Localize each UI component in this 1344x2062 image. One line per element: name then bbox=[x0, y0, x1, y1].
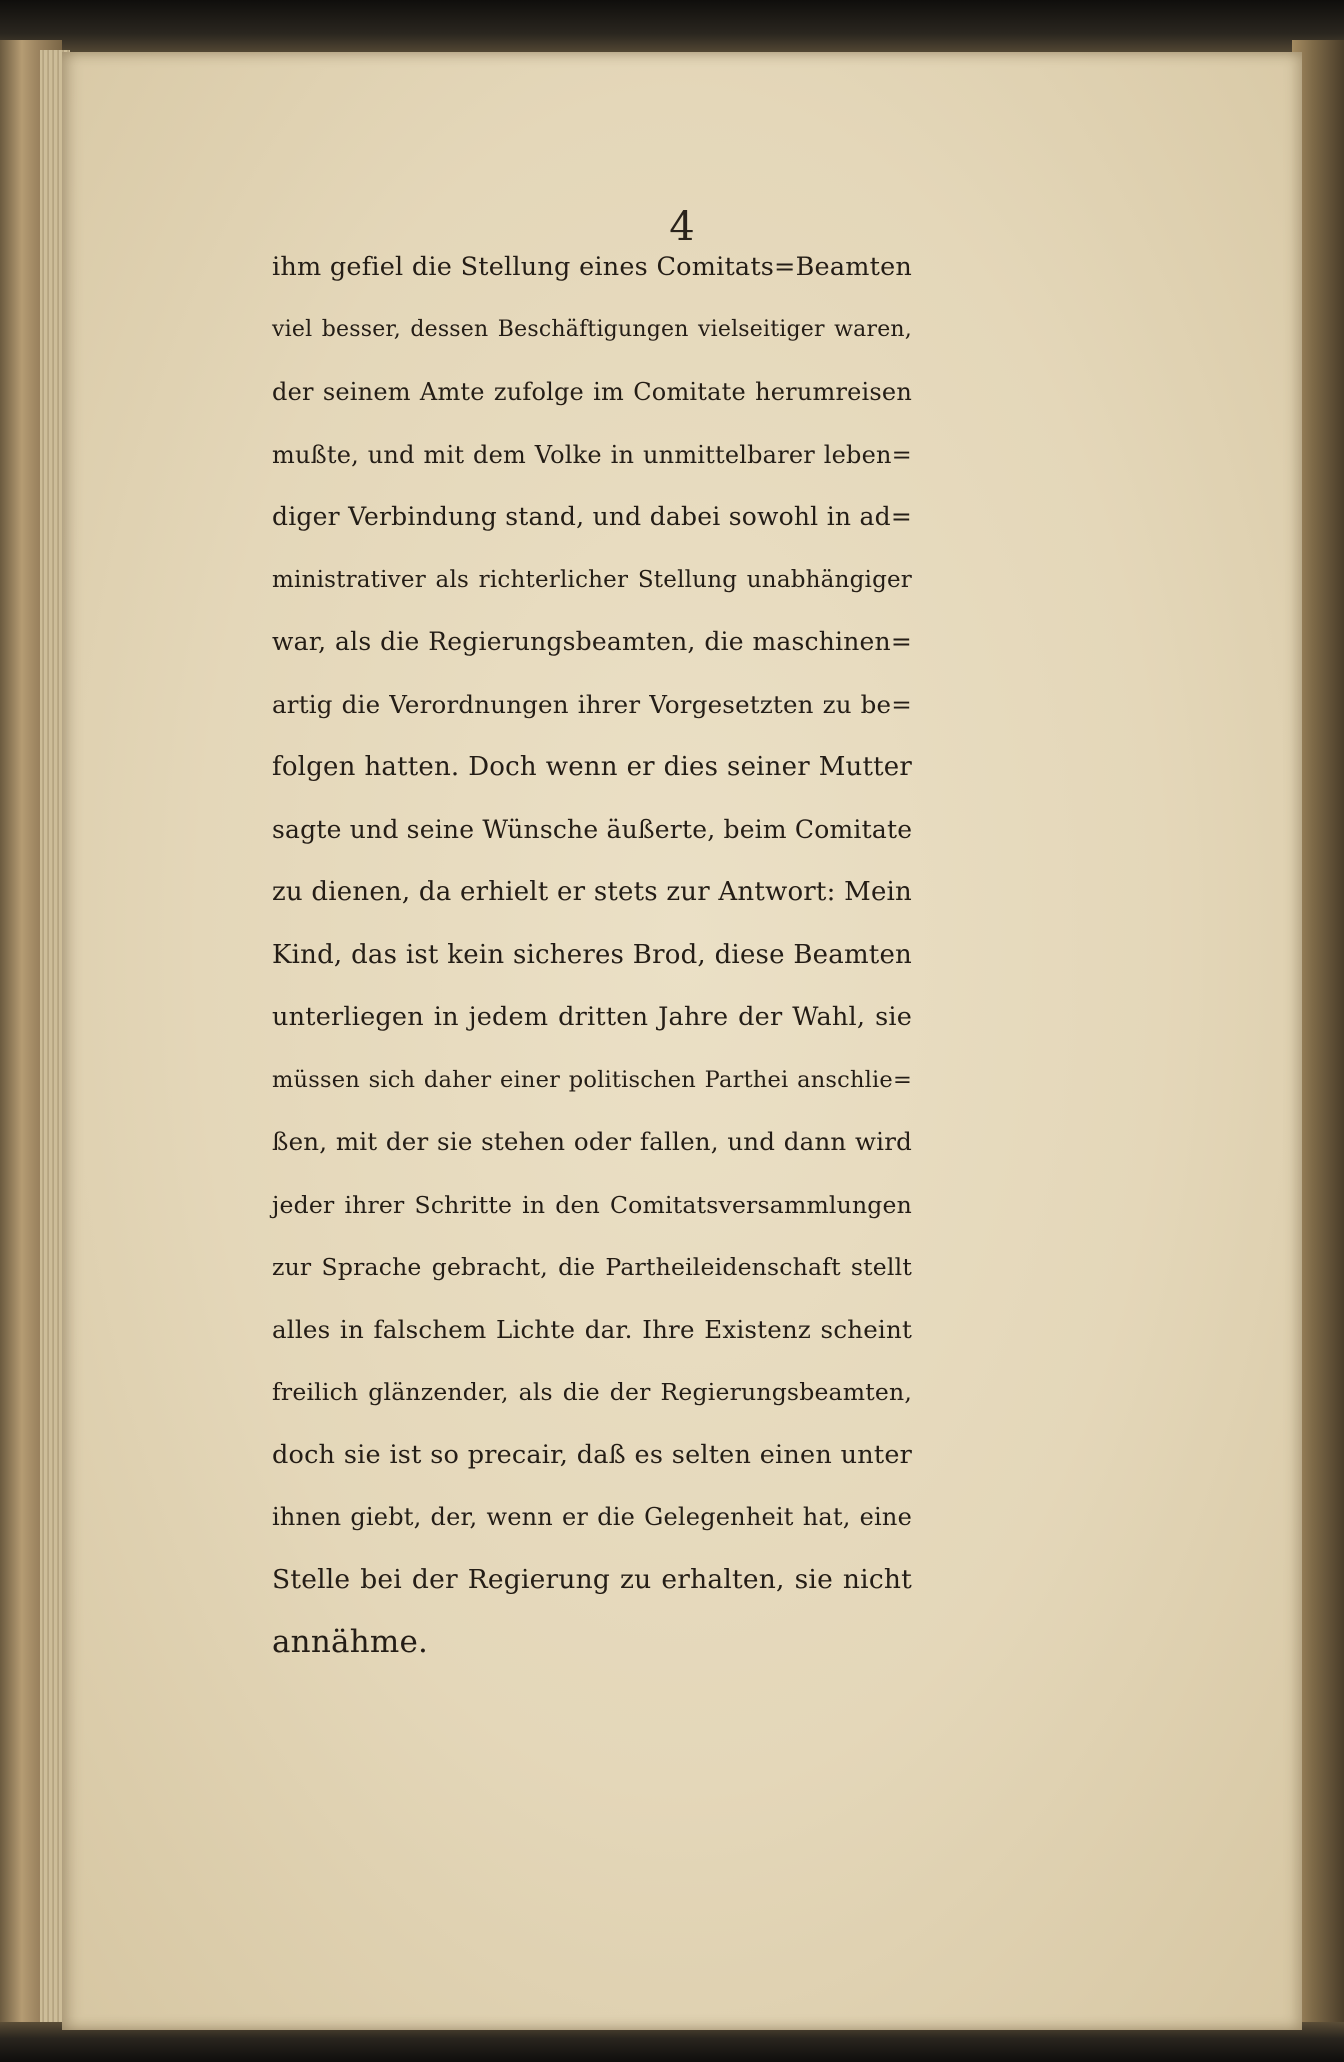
text-line: zu dienen, da erhielt er stets zur Antwort: Mein bbox=[272, 877, 912, 907]
text-line: ihm gefiel die Stellung eines Comitats=Beamten bbox=[272, 252, 912, 282]
text-line: jeder ihrer Schritte in den Comitatsversammlungen bbox=[272, 1190, 912, 1219]
text-line: unterliegen in jedem dritten Jahre der Wahl, sie bbox=[272, 1002, 912, 1032]
text-line: Kind, das ist kein sicheres Brod, diese Beamten bbox=[272, 939, 912, 970]
text-line: zur Sprache gebracht, die Partheileidenschaft stellt bbox=[272, 1253, 912, 1281]
text-line: doch sie ist so precair, daß es selten einen unter bbox=[272, 1439, 912, 1470]
text-line: ihnen giebt, der, wenn er die Gelegenheit hat, eine bbox=[272, 1503, 912, 1531]
text-line: alles in falschem Lichte dar. Ihre Existenz scheint bbox=[272, 1314, 912, 1344]
text-line: war, als die Regierungsbeamten, die maschinen= bbox=[272, 627, 912, 656]
text-line: viel besser, dessen Beschäftigungen vielseitiger waren, bbox=[272, 316, 912, 342]
text-line: ministrativer als richterlicher Stellung unabhängiger bbox=[272, 566, 912, 593]
text-line: annähme. bbox=[272, 1624, 429, 1660]
text-line: folgen hatten. Doch wenn er dies seiner Mutter bbox=[272, 752, 912, 782]
text-line: sagte und seine Wünsche äußerte, beim Comitate bbox=[272, 814, 913, 844]
page-number: 4 bbox=[669, 204, 695, 250]
body-text bbox=[272, 236, 912, 1674]
text-line: müssen sich daher einer politischen Parthei anschlie= bbox=[272, 1066, 912, 1093]
text-line: diger Verbindung stand, und dabei sowohl in ad= bbox=[272, 502, 912, 531]
text-line: der seinem Amte zufolge im Comitate herumreisen bbox=[272, 378, 912, 406]
text-line: Stelle bei der Regierung zu erhalten, sie nicht bbox=[272, 1563, 912, 1595]
text-line: ßen, mit der sie stehen oder fallen, und dann wird bbox=[272, 1127, 912, 1156]
text-line: freilich glänzender, als die der Regierungsbeamten, bbox=[272, 1378, 912, 1406]
scan-top-border bbox=[0, 0, 1344, 56]
text-line: mußte, und mit dem Volke in unmittelbarer leben= bbox=[272, 440, 912, 469]
text-line: artig die Verordnungen ihrer Vorgesetzten zu be= bbox=[272, 689, 912, 719]
